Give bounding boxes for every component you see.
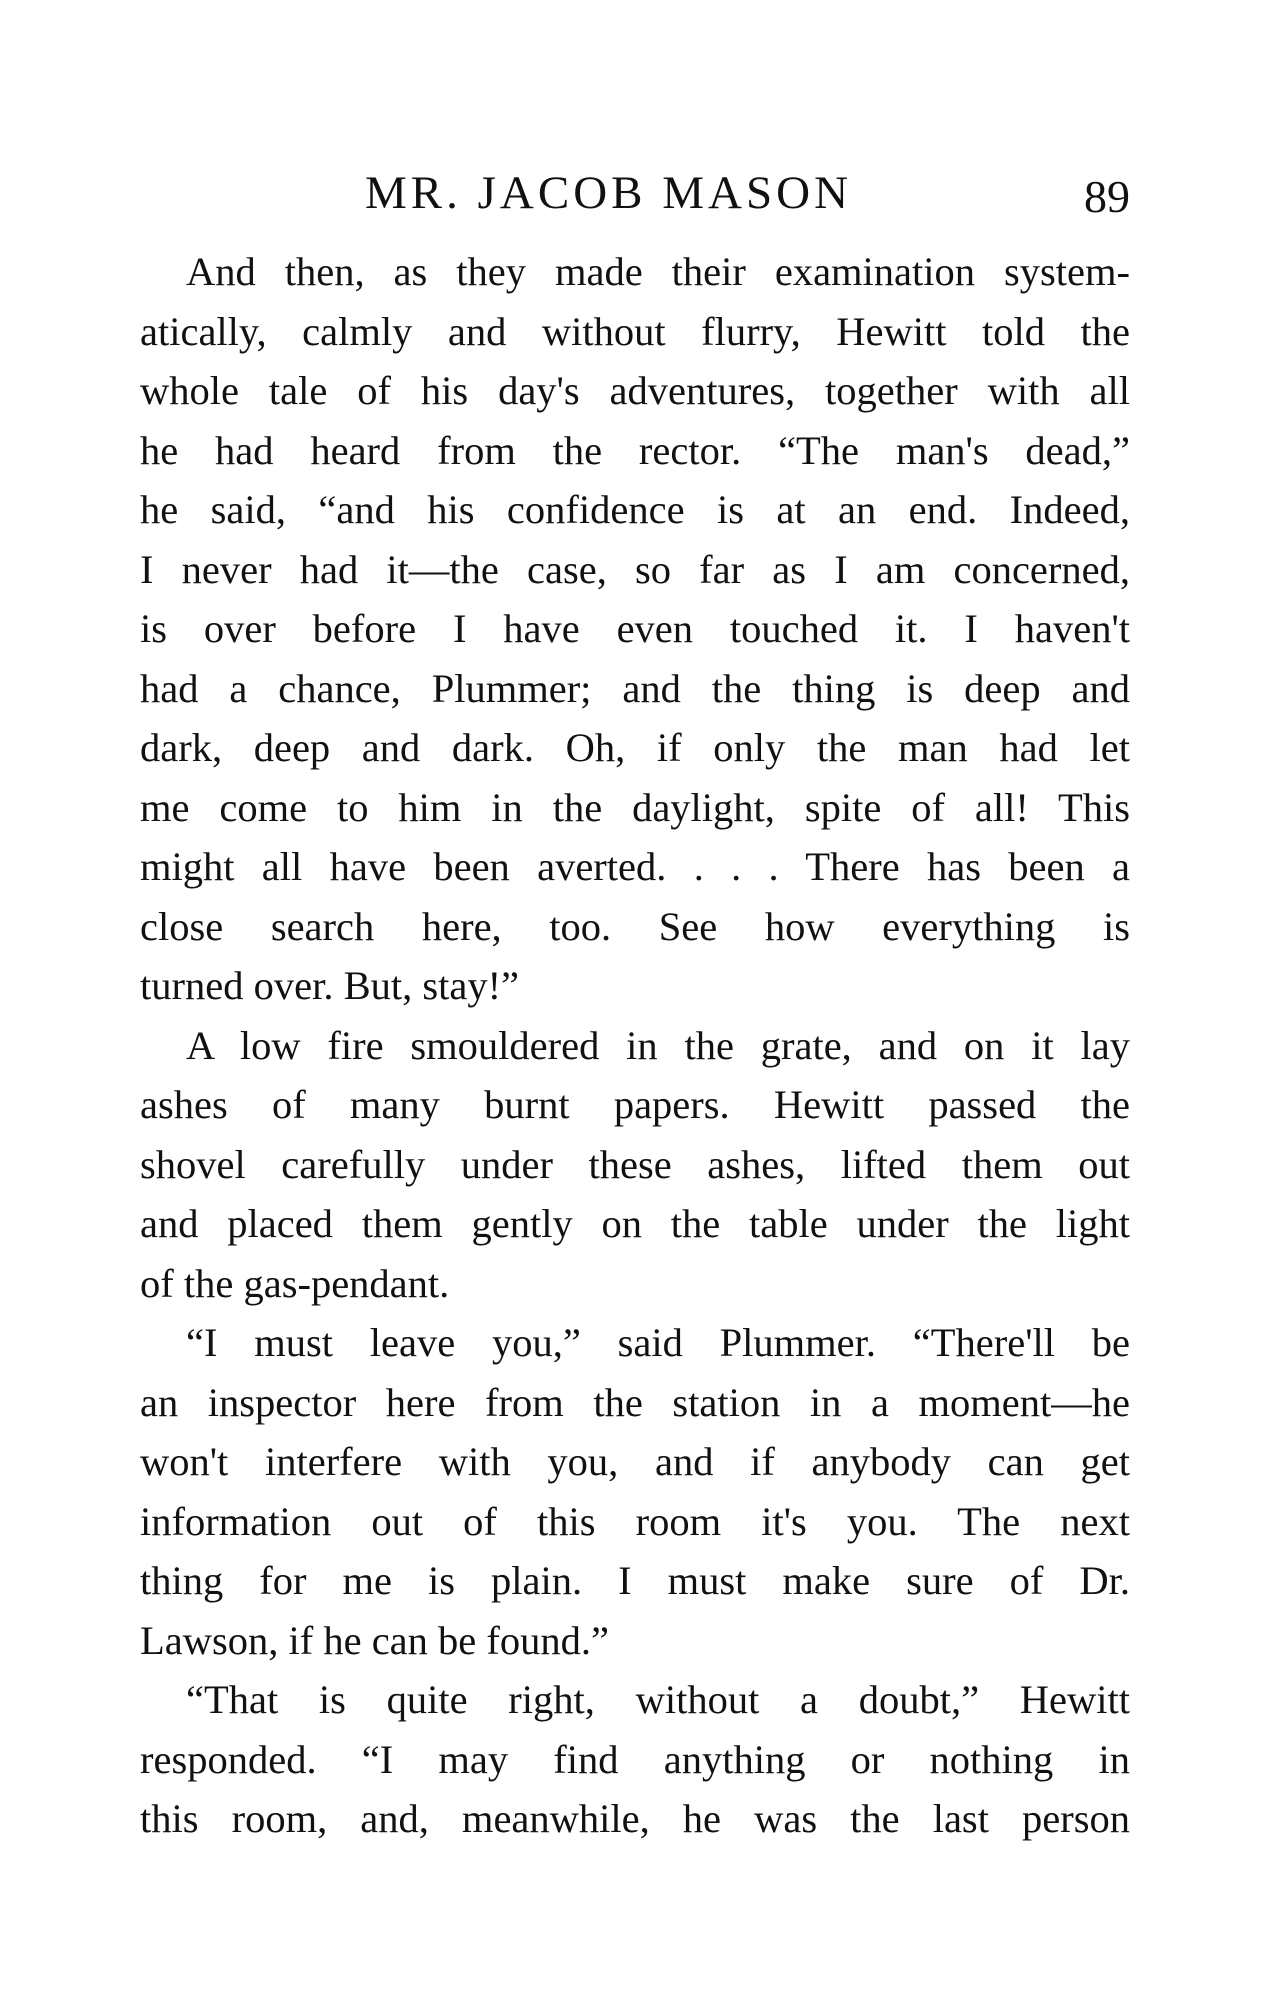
running-head [140,158,1130,228]
running-title: MR. JACOB MASON [365,167,853,219]
text-line: dark, deep and dark. Oh, if only the man had let [140,725,1130,770]
text-line: of the gas-pendant. [140,1260,450,1306]
text-line: an inspector here from the station in a moment—he [140,1379,1130,1425]
text-line: Lawson, if he can be found.” [140,1617,609,1663]
text-line: A low fire smouldered in the grate, and on it lay [186,1022,1130,1068]
text-line: shovel carefully under these ashes, lifted them out [140,1141,1130,1187]
text-line: had a chance, Plummer; and the thing is deep and [140,665,1130,711]
body-text [140,242,1130,1849]
text-line: information out of this room it's you. The next [140,1498,1130,1544]
paragraph-4 [140,1670,1130,1849]
text-line: this room, and, meanwhile, he was the last person [140,1796,1130,1841]
text-line: ashes of many burnt papers. Hewitt passed the [140,1082,1130,1127]
text-line: “I must leave you,” said Plummer. “There'll be [186,1320,1130,1365]
text-line: close search here, too. See how everything is [140,903,1130,949]
text-line: he said, “and his confidence is at an end. Indeed, [140,487,1130,532]
text-line: thing for me is plain. I must make sure of Dr. [140,1558,1130,1603]
text-line: won't interfere with you, and if anybody can get [140,1439,1130,1484]
text-line: I never had it—the case, so far as I am concerned, [140,546,1130,592]
text-line: And then, as they made their examination system- [186,249,1130,294]
text-line: and placed them gently on the table under the light [140,1201,1130,1246]
text-line: atically, calmly and without flurry, Hewitt told the [140,308,1130,354]
page-number: 89 [1084,171,1130,222]
text-line: responded. “I may find anything or nothing in [140,1736,1130,1782]
text-line: he had heard from the rector. “The man's dead,” [140,427,1130,473]
text-line: turned over. But, stay!” [140,963,520,1008]
text-line: whole tale of his day's adventures, together with all [140,368,1130,413]
text-line: “That is quite right, without a doubt,” Hewitt [186,1677,1130,1722]
paragraph-1 [140,242,1130,1016]
text-line: is over before I have even touched it. I haven't [140,606,1130,651]
paragraph-2 [140,1016,1130,1314]
paragraph-3 [140,1313,1130,1670]
text-line: me come to him in the daylight, spite of all! This [140,784,1130,830]
text-line: might all have been averted. . . . There has been a [140,844,1130,889]
